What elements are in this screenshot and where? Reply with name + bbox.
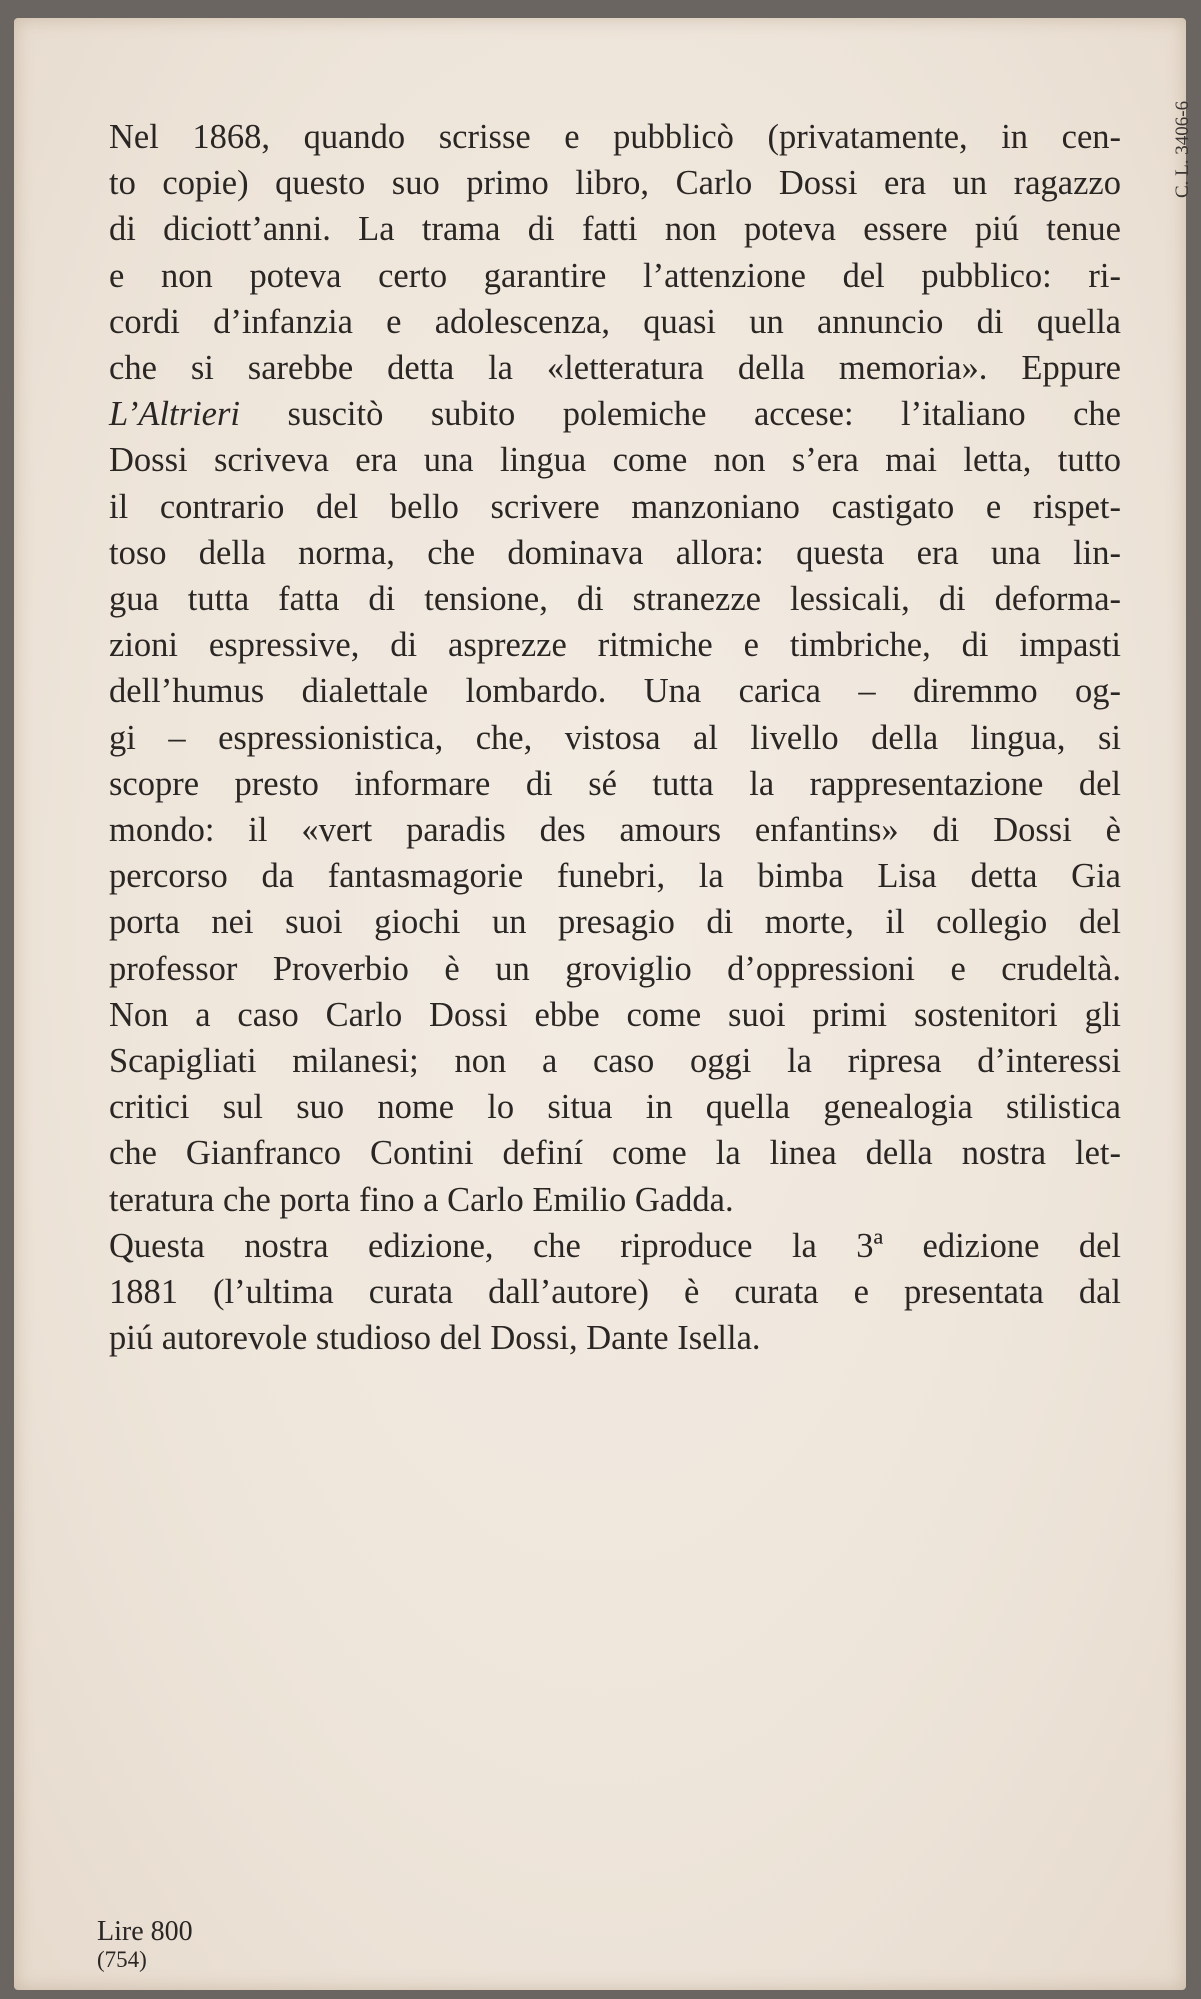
blurb-line: scopre presto informare di sé tutta la rappresentazione del (109, 764, 1121, 803)
book-back-cover (14, 18, 1193, 1990)
blurb-line: toso della norma, che dominava allora: questa era una lin- (109, 533, 1121, 572)
blurb-line: porta nei suoi giochi un presagio di morte, il collegio del (109, 903, 1121, 942)
blurb-line: che Gianfranco Contini definí come la linea della nostra let- (109, 1134, 1121, 1173)
blurb-line: gi – espressionistica, che, vistosa al livello della lingua, si (109, 718, 1121, 757)
blurb-line: di diciott’anni. La trama di fatti non poteva essere piú tenue (109, 210, 1121, 249)
blurb-line: L’Altrieri suscitò subito polemiche accese: l’italiano che (109, 395, 1121, 434)
price: Lire 800 (97, 1916, 193, 1947)
price-block (97, 1918, 193, 1974)
blurb-line: percorso da fantasmagorie funebri, la bimba Lisa detta Gia (109, 857, 1121, 896)
blurb-line: to copie) questo suo primo libro, Carlo Dossi era un ragazzo (109, 164, 1121, 203)
blurb-line: cordi d’infanzia e adolescenza, quasi un annuncio di quella (109, 302, 1121, 341)
blurb-line: dell’humus dialettale lombardo. Una carica – diremmo og- (109, 672, 1121, 711)
blurb-line: piú autorevole studioso del Dossi, Dante Isella. (109, 1319, 761, 1358)
blurb-line: zioni espressive, di asprezze ritmiche e timbriche, di impasti (109, 626, 1121, 665)
blurb-line: Dossi scriveva era una lingua come non s’era mai letta, tutto (109, 441, 1121, 480)
blurb-line: Scapigliati milanesi; non a caso oggi la ripresa d’interessi (109, 1042, 1121, 1081)
catalog-code: C. L. 3406-6 (1172, 100, 1193, 198)
blurb-line: teratura che porta fino a Carlo Emilio Gadda. (109, 1180, 734, 1219)
blurb-line: Questa nostra edizione, che riproduce la 3ª edizione del (109, 1226, 1121, 1265)
blurb-line: e non poteva certo garantire l’attenzione del pubblico: ri- (109, 256, 1121, 295)
blurb-line: Non a caso Carlo Dossi ebbe come suoi primi sostenitori gli (109, 995, 1121, 1034)
price-reference: (754) (97, 1947, 147, 1972)
blurb-line: 1881 (l’ultima curata dall’autore) è curata e presentata dal (109, 1273, 1121, 1312)
blurb-line: che si sarebbe detta la «letteratura della memoria». Eppure (109, 349, 1121, 388)
blurb-line: mondo: il «vert paradis des amours enfantins» di Dossi è (109, 811, 1121, 850)
blurb-line: Nel 1868, quando scrisse e pubblicò (privatamente, in cen- (109, 118, 1121, 156)
blurb-line: critici sul suo nome lo situa in quella genealogia stilistica (109, 1088, 1121, 1127)
blurb-text (109, 114, 1121, 1361)
blurb-line: il contrario del bello scrivere manzoniano castigato e rispet- (109, 487, 1121, 526)
blurb-line: gua tutta fatta di tensione, di stranezze lessicali, di deforma- (109, 580, 1121, 619)
blurb-line: professor Proverbio è un groviglio d’oppressioni e crudeltà. (109, 949, 1121, 988)
